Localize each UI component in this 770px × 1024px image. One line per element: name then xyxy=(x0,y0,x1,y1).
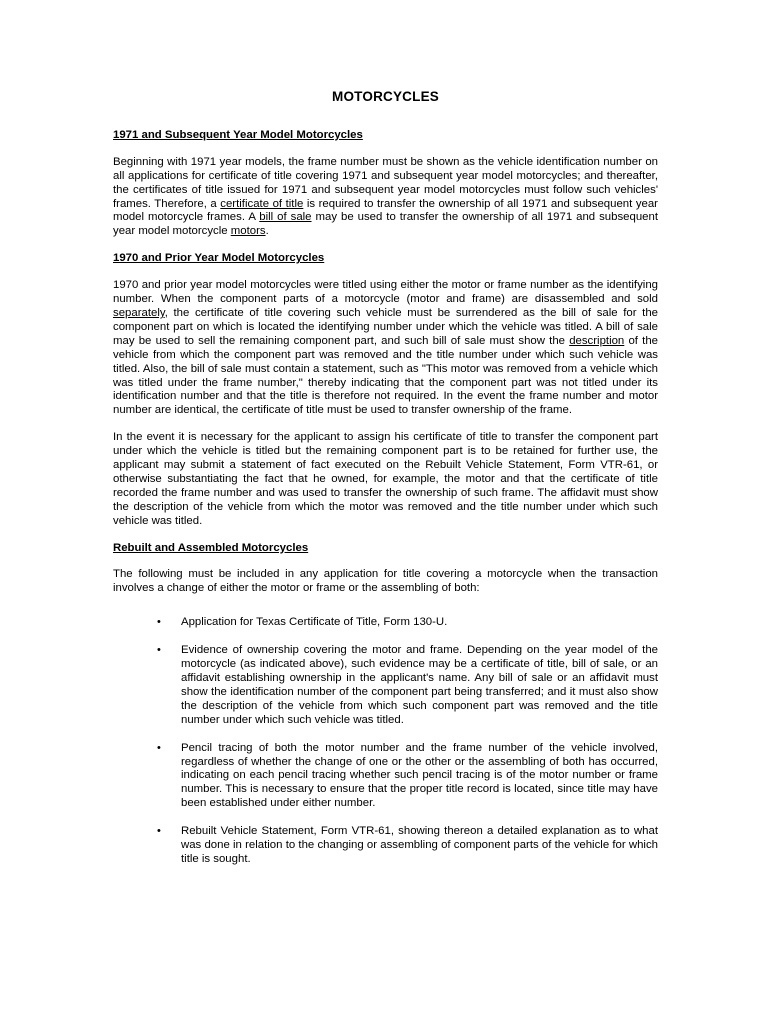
paragraph-text: Beginning with 1971 year models, the frame number must be shown as the vehicle identification number on all applications for certificate of title covering 1971 and subsequent year model motorcycles; and thereafter, the certificates of title issued for 1971 and subsequent year model motorcycles must follow such vehicles' frames. Therefore, a xyxy=(113,155,658,210)
underlined-term-certificate-of-title: certificate of title xyxy=(220,197,304,210)
requirements-list xyxy=(113,616,658,867)
list-item-text: Rebuilt Vehicle Statement, Form VTR-61, showing thereon a detailed explanation as to what was done in relation to the changing or assembling of component parts of the vehicle for which title is sought. xyxy=(181,825,658,865)
bullet-icon: • xyxy=(157,616,161,629)
document-page xyxy=(113,90,658,881)
list-item-text: Evidence of ownership covering the motor and frame. Depending on the year model of the motorcycle (as indicated above), such evidence may be a certificate of title, bill of sale, or an affidavit establishing ownership in the applicant's name. Any bill of sale or an affidavit must show the identification number of the component part being transferred; and it must also show the description of the vehicle from which such component part was removed and the title number under which such vehicle was titled. xyxy=(181,644,658,726)
paragraph-text: . xyxy=(265,225,269,238)
list-item-text: Application for Texas Certificate of Title, Form 130-U. xyxy=(181,616,448,629)
underlined-term-separately: separately xyxy=(113,306,165,319)
section-heading-1971: 1971 and Subsequent Year Model Motorcycles xyxy=(113,128,363,141)
paragraph-text: of the vehicle from which the component part was removed and the title number under which such vehicle was titled. Also, the bill of sale must contain a statement, such as "This motor was removed from a vehicle which was titled under the frame number," thereby indicating that the component part was not titled under its identification number and that the title is therefore not required. In the event the frame number and motor number are identical, the certificate of title must be used to transfer ownership of the frame. xyxy=(113,334,658,417)
underlined-term-motors: motors xyxy=(230,225,266,238)
paragraph-1970-first xyxy=(113,279,658,418)
paragraph-text: is required to transfer the ownership of all 1971 and subsequent year model motorcycle frames. A xyxy=(113,197,658,224)
paragraph-text: 1970 and prior year model motorcycles were titled using either the motor or frame number as the identifying number. When the component parts of a motorcycle (motor and frame) are disassembled and sold xyxy=(113,279,658,306)
list-item xyxy=(113,742,658,812)
paragraph-1971 xyxy=(113,156,658,239)
section-heading-rebuilt: Rebuilt and Assembled Motorcycles xyxy=(113,541,309,554)
underlined-term-description: description xyxy=(569,334,625,347)
paragraph-text: may be used to transfer the ownership of all 1971 and subsequent year model motorcycle xyxy=(113,211,658,238)
page-title: MOTORCYCLES xyxy=(332,89,439,104)
list-item xyxy=(113,616,658,630)
bullet-icon: • xyxy=(157,741,161,754)
paragraph-text: , the certificate of title covering such vehicle must be surrendered as the bill of sale for the component part on which is located the identifying number under which the vehicle was titled. A bill of sale may be used to sell the remaining component part, and such bill of sale must show the xyxy=(113,306,658,347)
list-item xyxy=(113,825,658,867)
list-item-text: Pencil tracing of both the motor number and the frame number of the vehicle involved, regardless of whether the change of one or the other or the assembling of both has occurred, indicating on each pencil tracing whether such pencil tracing is of the motor number or frame number. This is necessary to ensure that the proper title record is located, since title may have been established under either number. xyxy=(181,741,658,810)
section-heading-1970: 1970 and Prior Year Model Motorcycles xyxy=(113,252,325,265)
paragraph-1970-second: In the event it is necessary for the applicant to assign his certificate of title to transfer the component part under which the vehicle is titled but the remaining component part is to be retained for further use, the applicant may submit a statement of fact executed on the Rebuilt Vehicle Statement, Form VTR-61, or otherwise substantiating the fact that he owned, for example, the motor and that the certificate of title recorded the frame number and was used to transfer the ownership of such frame. The affidavit must show the description of the vehicle from which the motor was removed and the title number under which such vehicle was titled. xyxy=(113,431,658,527)
bullet-icon: • xyxy=(157,644,161,657)
underlined-term-bill-of-sale: bill of sale xyxy=(259,211,312,224)
bullet-icon: • xyxy=(157,825,161,838)
list-item xyxy=(113,644,658,727)
paragraph-rebuilt: The following must be included in any application for title covering a motorcycle when the transaction involves a change of either the motor or frame or the assembling of both: xyxy=(113,568,658,595)
